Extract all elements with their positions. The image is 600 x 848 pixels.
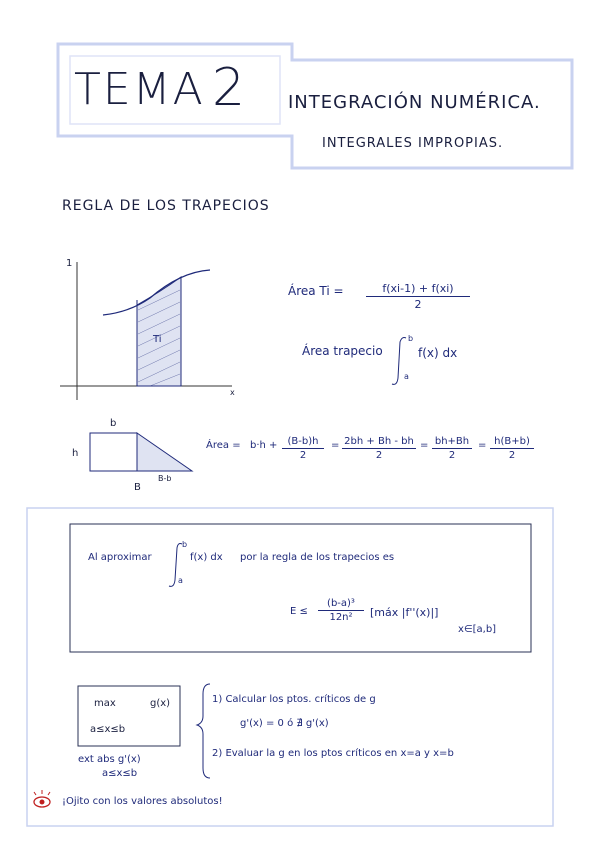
trapezoid-rect xyxy=(90,433,137,471)
steps-brace xyxy=(197,684,210,778)
error-bracket: [máx |f''(x)|] xyxy=(370,606,439,619)
max-func: g(x) xyxy=(150,698,171,709)
error-e-label: E ≤ xyxy=(290,606,308,617)
error-frac-num: (b-a)³ xyxy=(327,598,355,609)
step1: 1) Calcular los ptos. críticos de g xyxy=(212,694,376,705)
title-line1: INTEGRACIÓN NUMÉRICA. xyxy=(288,92,541,113)
trap-frac1-den: 2 xyxy=(299,450,307,461)
trap-frac2 xyxy=(342,436,416,461)
trap-eq-sign-3: = xyxy=(478,440,487,451)
graph-y-mark: 1 xyxy=(66,258,73,269)
trap-top-label: b xyxy=(110,418,117,429)
trap-frac2-den: 2 xyxy=(375,450,383,461)
step2: 2) Evaluar la g en los ptos críticos en x=a y x=b xyxy=(212,748,454,759)
trap-frac1 xyxy=(282,436,324,461)
ext-line1: ext abs g'(x) xyxy=(78,754,141,765)
error-fraction xyxy=(318,598,364,623)
trap-expr1: b·h + xyxy=(250,440,278,451)
eye-warning-icon xyxy=(34,790,50,807)
max-cond: a≤x≤b xyxy=(90,724,126,735)
max-box xyxy=(78,686,180,746)
trap-frac4-den: 2 xyxy=(508,450,516,461)
trap-area-label: Área = xyxy=(206,440,241,451)
integrand-1: f(x) dx xyxy=(418,346,458,360)
trap-side-label: h xyxy=(72,448,79,459)
ext-line2: a≤x≤b xyxy=(102,768,138,779)
area-ti-num: f(xi-1) + f(xi) xyxy=(382,282,454,295)
area-trapecio-label: Área trapecio xyxy=(302,344,383,358)
error-range: x∈[a,b] xyxy=(458,624,497,635)
integral-upper-1: b xyxy=(408,334,414,343)
trap-diff-label: B-b xyxy=(158,474,172,483)
trap-frac1-num: (B-b)h xyxy=(287,436,319,447)
warning-text: ¡Ojito con los valores absolutos! xyxy=(62,796,223,807)
section-heading: REGLA DE LOS TRAPECIOS xyxy=(62,198,270,214)
error-rest: por la regla de los trapecios es xyxy=(240,552,395,563)
graph-x-mark: x xyxy=(230,388,235,397)
max-word: max xyxy=(94,698,116,709)
error-intro: Al aproximar xyxy=(88,552,152,563)
title-line2: INTEGRALES IMPROPIAS. xyxy=(322,136,504,151)
trap-frac3-num: bh+Bh xyxy=(434,436,470,447)
title-number: 2 xyxy=(212,58,246,118)
step1b: g'(x) = 0 ó ∄ g'(x) xyxy=(240,718,329,729)
trap-frac4 xyxy=(490,436,534,461)
trap-frac3 xyxy=(432,436,472,461)
graph-region-label: Ti xyxy=(153,334,162,345)
area-ti-fraction xyxy=(366,282,470,311)
error-frac-den: 12n² xyxy=(329,612,353,623)
integral-lower-1: a xyxy=(404,372,409,381)
error-int-lower: a xyxy=(178,576,183,585)
area-ti-den: 2 xyxy=(414,298,422,311)
title-tema: TEMA xyxy=(74,64,205,115)
error-int-upper: b xyxy=(182,540,188,549)
error-integrand: f(x) dx xyxy=(190,552,223,563)
trapezoid-triangle xyxy=(137,433,192,471)
trap-frac2-num: 2bh + Bh - bh xyxy=(344,436,414,447)
area-ti-label: Área Ti = xyxy=(288,284,344,298)
trap-frac3-den: 2 xyxy=(448,450,456,461)
trap-bottom-label: B xyxy=(134,482,141,493)
trap-eq-sign-2: = xyxy=(420,440,429,451)
trap-eq-sign-1: = xyxy=(331,440,340,451)
trap-frac4-num: h(B+b) xyxy=(494,436,530,447)
